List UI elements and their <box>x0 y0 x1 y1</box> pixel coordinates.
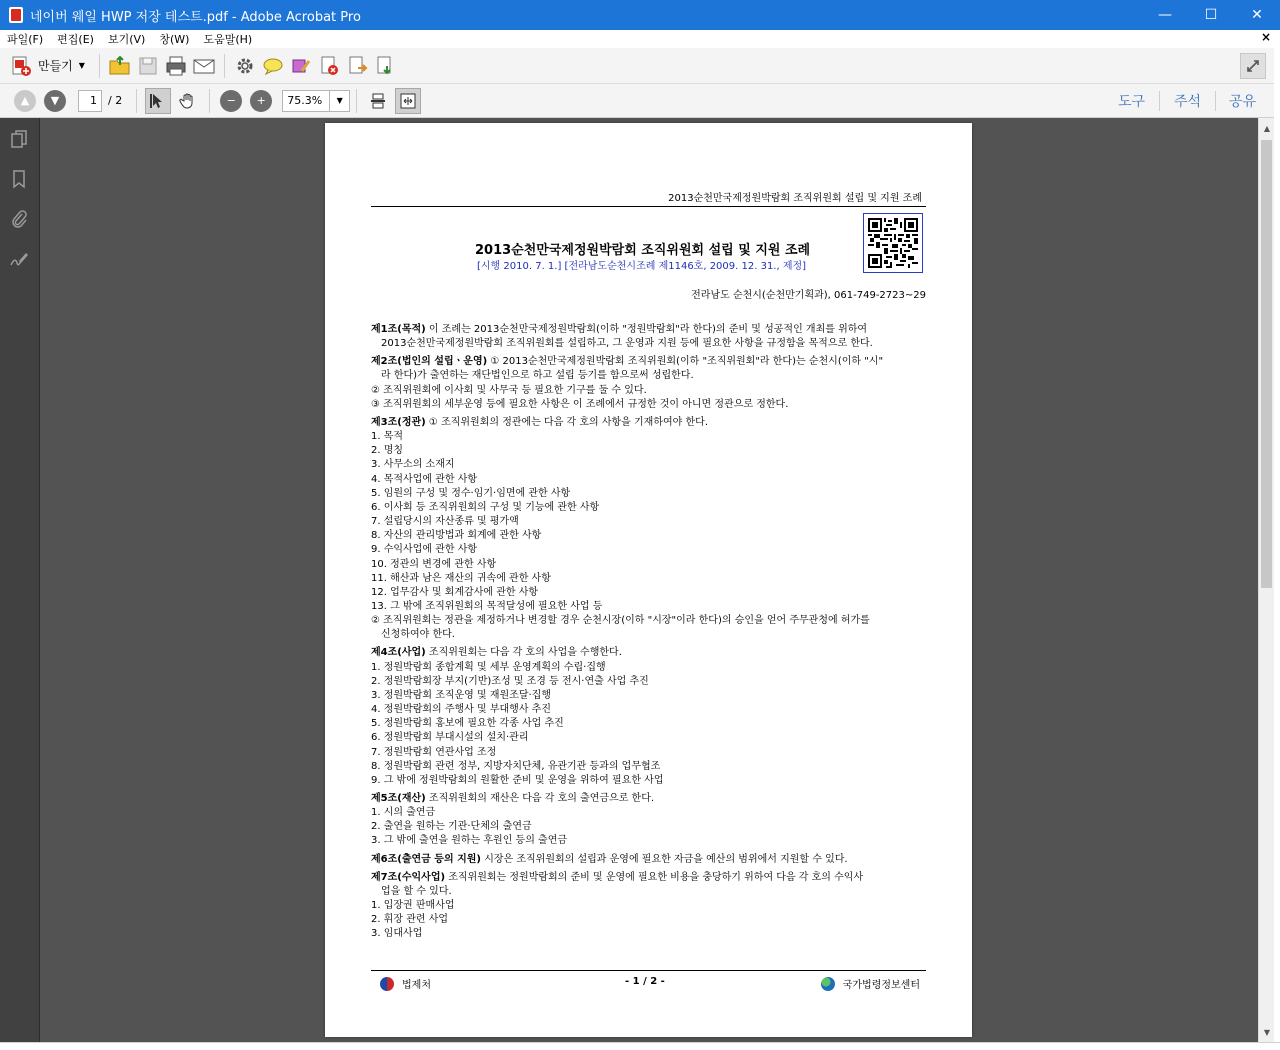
settings-button[interactable] <box>231 52 259 80</box>
article-line: 6. 정원박람회 부대시설의 설치·관리 <box>371 732 529 744</box>
article-line: 9. 그 밖에 정원박람회의 원활한 준비 및 운영을 위하여 필요한 사업 <box>371 774 664 786</box>
vertical-scrollbar[interactable] <box>1258 118 1274 1042</box>
article-line: ③ 조직위원회의 세부운영 등에 필요한 사항은 이 조례에서 규정한 것이 아니면 정관으로 정한다. <box>371 398 789 410</box>
paperclip-icon <box>9 209 29 229</box>
page-thumbnails-button[interactable] <box>8 128 30 150</box>
article-text: 시장은 조직위원회의 설립과 운영에 필요한 자금을 예산의 범위에서 지원할 수 있다. <box>481 853 848 865</box>
page-number-input[interactable]: 1 <box>78 90 102 112</box>
tab-divider <box>1159 91 1160 111</box>
fit-page-button[interactable] <box>395 88 421 114</box>
hand-icon <box>179 92 197 110</box>
scroll-down-arrow-icon[interactable]: ▼ <box>1263 1027 1271 1037</box>
toolbar-divider <box>99 54 100 78</box>
article-text: 이 조례는 2013순천만국제정원박람회(이하 "정원박람회"라 한다)의 준비 및 성공적인 개최를 위하여 <box>425 324 868 335</box>
tab-divider <box>1215 91 1216 111</box>
cursor-select-icon <box>149 92 167 110</box>
article-heading: 제1조(목적) <box>371 324 426 335</box>
minimize-button[interactable]: — <box>1158 7 1172 23</box>
navigation-pane <box>0 118 40 1042</box>
article-line: 2013순천만국제정원박람회 조직위원회를 설립하고, 그 운영과 지원 등에 필요한 사항을 규정함을 목적으로 한다. <box>381 338 873 350</box>
article-heading-line <box>371 323 926 337</box>
footer-source <box>821 976 920 991</box>
chevron-down-icon: ▼ <box>336 96 343 105</box>
article-line: 12. 업무감사 및 회계감사에 관한 사항 <box>371 586 539 598</box>
article-heading: 제3조(정관) <box>371 416 426 428</box>
share-document-button[interactable] <box>371 52 399 80</box>
main-toolbar <box>0 48 1280 84</box>
article-heading-line <box>371 871 926 885</box>
arrow-up-icon: ▲ <box>20 94 30 107</box>
article-line: 3. 임대사업 <box>371 928 423 940</box>
article-heading-line <box>371 646 926 660</box>
full-screen-button[interactable] <box>1240 53 1266 79</box>
envelope-icon <box>192 54 216 78</box>
article-line: ② 조직위원회는 정관을 제정하거나 변경할 경우 순천시장(이하 "시장"이라 한다)의 승인을 얻어 주무관청에 허가를 <box>371 615 870 627</box>
signatures-button[interactable] <box>8 248 30 270</box>
window-frame-edge <box>1274 30 1280 1050</box>
expand-icon <box>1245 58 1261 74</box>
document-export-icon <box>346 55 368 77</box>
create-button[interactable] <box>0 52 93 80</box>
pages-icon <box>9 129 29 149</box>
chevron-down-icon: ▼ <box>78 61 85 70</box>
attachments-button[interactable] <box>8 208 30 230</box>
article-heading: 제2조(법인의 설립ㆍ운영) <box>371 356 488 368</box>
highlighter-icon <box>290 55 312 77</box>
create-pdf-icon <box>10 55 32 77</box>
running-header: 2013순천만국제정원박람회 조직위원회 설립 및 지원 조례 <box>668 193 922 204</box>
article-line: 8. 정원박람회 관련 정부, 지방자치단체, 유관기관 등과의 업무협조 <box>371 760 661 772</box>
article-heading-line <box>371 792 926 806</box>
article-heading-line <box>371 853 926 867</box>
bookmark-icon <box>9 169 29 189</box>
zoom-level-input[interactable]: 75.3% <box>282 90 330 112</box>
footer-publisher <box>380 976 431 991</box>
print-button[interactable] <box>162 52 190 80</box>
article-line: 9. 수익사업에 관한 사항 <box>371 544 478 556</box>
article-line: 3. 사무소의 소재지 <box>371 459 455 471</box>
article-heading-line <box>371 355 926 369</box>
article-line: 7. 정원박람회 연관사업 조정 <box>371 746 497 758</box>
title-bar <box>0 0 1280 30</box>
menu-edit[interactable]: 편집(E) <box>57 33 94 46</box>
close-document-button[interactable]: × <box>1260 30 1271 44</box>
article-line: 라 한다)가 출연하는 재단법인으로 하고 설립 등기를 함으로써 성립한다. <box>381 370 694 382</box>
bookmarks-button[interactable] <box>8 168 30 190</box>
article-heading: 제7조(수익사업) <box>371 871 446 883</box>
export-button[interactable] <box>343 52 371 80</box>
tab-tools[interactable]: 도구 <box>1118 94 1146 110</box>
document-title: 2013순천만국제정원박람회 조직위원회 설립 및 지원 조례 <box>475 243 811 258</box>
printer-icon <box>164 54 188 78</box>
menu-window[interactable]: 창(W) <box>159 33 190 46</box>
qr-code-image <box>863 213 923 273</box>
document-delete-icon <box>318 55 340 77</box>
globe-logo-icon <box>821 977 835 991</box>
article-line: 업을 할 수 있다. <box>381 885 452 897</box>
pdf-page <box>325 123 972 1037</box>
highlight-button[interactable] <box>287 52 315 80</box>
article-line: 1. 입장권 판매사업 <box>371 900 455 912</box>
article-line: 1. 정원박람회 종합계획 및 세부 운영계획의 수립·집행 <box>371 661 606 673</box>
maximize-button[interactable]: ☐ <box>1204 7 1218 23</box>
next-page-button[interactable] <box>44 90 66 112</box>
acrobat-app-icon <box>9 7 23 23</box>
plus-icon: + <box>256 94 266 107</box>
article-line: 7. 설립당시의 자산종류 및 평가액 <box>371 516 519 528</box>
footer-rule <box>371 970 926 971</box>
menu-help[interactable]: 도움말(H) <box>203 33 253 46</box>
redact-button[interactable] <box>315 52 343 80</box>
article-line: 5. 정원박람회 홍보에 필요한 각종 사업 추진 <box>371 718 564 730</box>
fit-width-button[interactable] <box>365 88 391 114</box>
article-text: 조직위원회의 재산은 다음 각 호의 출연금으로 한다. <box>425 793 655 804</box>
article-text: 조직위원회는 다음 각 호의 사업을 수행한다. <box>425 647 622 659</box>
speech-bubble-icon <box>262 55 284 77</box>
article-line: 2. 휘장 관련 사업 <box>371 914 449 926</box>
article-text: 조직위원회는 정원박람회의 준비 및 운영에 필요한 비용을 충당하기 위하여 다음 각 호의 수익사 <box>445 871 864 883</box>
signature-pen-icon <box>9 249 29 269</box>
article-line: 1. 목적 <box>371 431 404 443</box>
government-emblem-icon <box>380 977 394 991</box>
document-body <box>371 323 926 942</box>
document-subtitle: [시행 2010. 7. 1.] [전라남도순천시조례 제1146호, 2009. 12. 31., 제정] <box>477 261 807 272</box>
toolbar-divider <box>209 89 210 113</box>
scroll-mode-icon <box>369 92 387 110</box>
header-rule <box>371 206 926 207</box>
article-heading: 제4조(사업) <box>371 647 426 659</box>
scrollbar-thumb[interactable] <box>1261 140 1272 588</box>
window-title: 네이버 웨일 HWP 저장 테스트.pdf - Adobe Acrobat Pro <box>30 9 361 25</box>
footer-page-number: - 1 / 2 - <box>625 976 665 987</box>
toolbar-divider <box>356 89 357 113</box>
save-button[interactable] <box>134 52 162 80</box>
zoom-out-button[interactable] <box>220 90 242 112</box>
comment-button[interactable] <box>259 52 287 80</box>
minus-icon: − <box>226 94 236 107</box>
article-line: 11. 해산과 남은 재산의 귀속에 관한 사항 <box>371 572 551 584</box>
page-total-label: / 2 <box>108 94 123 107</box>
article-line: 4. 목적사업에 관한 사항 <box>371 473 478 485</box>
select-tool-button[interactable] <box>145 88 171 114</box>
menu-view[interactable]: 보기(V) <box>107 33 146 46</box>
article-line: 2. 정원박람회장 부지(기반)조성 및 조경 등 전시·연출 사업 추진 <box>371 675 649 687</box>
article-line: 3. 정원박람회 조직운영 및 재원조달·집행 <box>371 689 551 701</box>
document-share-icon <box>374 55 396 77</box>
footer-source-label: 국가법령정보센터 <box>842 980 920 991</box>
article-line: 3. 그 밖에 출연을 원하는 후원인 등의 출연금 <box>371 835 568 847</box>
toolbar-divider <box>224 54 225 78</box>
zoom-in-button[interactable] <box>250 90 272 112</box>
article-text: ① 조직위원회의 정관에는 다음 각 호의 사항을 기재하여야 한다. <box>425 416 709 428</box>
article-line: 신청하여야 한다. <box>381 629 455 641</box>
navigation-toolbar <box>0 84 1280 118</box>
article-line: 10. 정관의 변경에 관한 사항 <box>371 558 497 570</box>
scroll-up-arrow-icon[interactable]: ▲ <box>1263 123 1271 133</box>
hand-tool-button[interactable] <box>175 88 201 114</box>
article-line: 1. 시의 출연금 <box>371 807 436 819</box>
previous-page-button[interactable] <box>14 90 36 112</box>
article-line: 8. 자산의 관리방법과 회계에 관한 사항 <box>371 530 542 542</box>
email-button[interactable] <box>190 52 218 80</box>
article-heading-line <box>371 416 926 430</box>
window-frame-edge <box>0 1042 1280 1050</box>
folder-open-icon <box>108 54 132 78</box>
article-line: ② 조직위원회에 이사회 및 사무국 등 필요한 기구를 둘 수 있다. <box>371 384 647 396</box>
article-line: 6. 이사회 등 조직위원회의 구성 및 기능에 관한 사항 <box>371 501 600 513</box>
close-window-button[interactable]: ✕ <box>1251 7 1263 23</box>
fit-page-icon <box>399 92 417 110</box>
article-line: 2. 출연을 원하는 기관·단체의 출연금 <box>371 821 532 833</box>
open-file-button[interactable] <box>106 52 134 80</box>
create-button-label: 만들기 <box>38 59 73 73</box>
toolbar-divider <box>136 89 137 113</box>
article-line: 5. 임원의 구성 및 정수·임기·임면에 관한 사항 <box>371 487 571 499</box>
article-heading: 제5조(재산) <box>371 793 426 804</box>
gear-icon <box>234 55 256 77</box>
footer-publisher-label: 법제처 <box>402 980 431 991</box>
article-heading: 제6조(출연금 등의 지원) <box>371 853 482 865</box>
tab-comment[interactable]: 주석 <box>1174 94 1202 110</box>
article-line: 13. 그 밖에 조직위원회의 목적달성에 필요한 사업 등 <box>371 600 603 612</box>
menu-bar <box>0 30 1280 48</box>
menu-file[interactable]: 파일(F) <box>7 33 44 46</box>
article-line: 4. 정원박람회의 주행사 및 부대행사 추진 <box>371 704 551 716</box>
tab-share[interactable]: 공유 <box>1229 94 1257 110</box>
article-text: ① 2013순천만국제정원박람회 조직위원회(이하 "조직위원회"라 한다)는 순천시(이하 "시" <box>487 356 884 368</box>
issuing-agency: 전라남도 순천시(순천만기획과), 061-749-2723~29 <box>691 290 926 301</box>
article-line: 2. 명칭 <box>371 445 404 457</box>
zoom-dropdown-button[interactable] <box>330 90 350 112</box>
floppy-disk-icon <box>137 55 159 77</box>
arrow-down-icon: ▼ <box>50 94 60 107</box>
